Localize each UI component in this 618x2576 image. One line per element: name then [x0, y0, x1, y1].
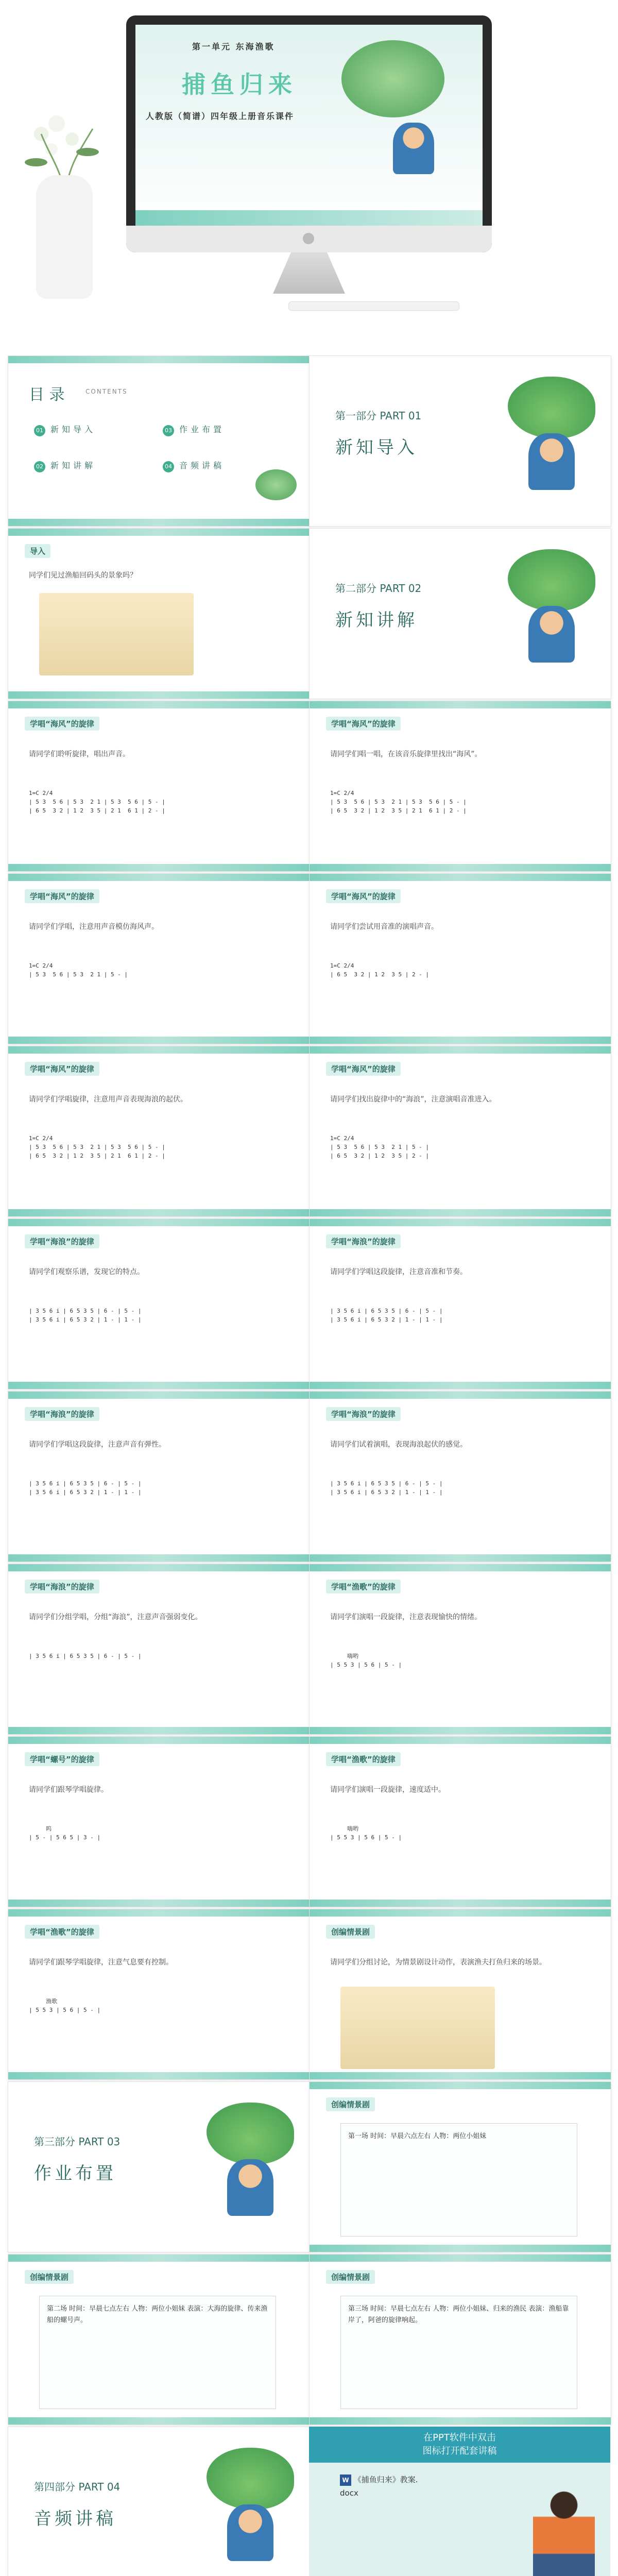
- slide-top-band: [8, 1737, 310, 1744]
- slide-title: 学唱“海风”的旋律: [326, 889, 401, 903]
- slide-part-3: [8, 2081, 310, 2252]
- slide-wave-5: [8, 1564, 310, 1735]
- slide-bottom-band: [8, 1554, 310, 1562]
- slide-song-1: [309, 1564, 611, 1735]
- cover-title: 捕鱼归来: [182, 71, 297, 98]
- slide-title: 学唱“海浪”的旋律: [326, 1234, 401, 1248]
- slide-bottom-band: [310, 2245, 611, 2252]
- cover-footer-band: [135, 210, 483, 226]
- score-image: 1=C 2/4 | 5 3 5 6 | 5 3 2 1 | 5 - | | 6 5 3 2 | 1 2 3 5 | 2 - |: [330, 1135, 430, 1159]
- slide-top-band: [310, 1909, 611, 1917]
- slide-title: 学唱“海浪”的旋律: [25, 1580, 99, 1594]
- part-label: 第二部分 PART 02: [335, 582, 422, 595]
- monitor-chin: [126, 226, 492, 252]
- slide-bottom-band: [8, 1727, 310, 1734]
- slide-top-band: [8, 1564, 310, 1571]
- slide-wave-2: [309, 1218, 611, 1389]
- slide-drama-4: [309, 2254, 611, 2425]
- slide-bottom-band: [8, 691, 310, 699]
- slide-wave-4: [309, 1391, 611, 1562]
- download-heading: 在PPT软件中双击 图标打开配套讲稿: [309, 2427, 610, 2463]
- slide-song-2: [309, 1736, 611, 1907]
- slide-bottom-band: [310, 1727, 611, 1734]
- slide-top-band: [8, 1909, 310, 1917]
- slide-title: 学唱“海浪”的旋律: [326, 1407, 401, 1421]
- script-box: 第二场 时间：早晨七点左右 人物：两位小姐妹 表演：大海的旋律、传来渔船的螺号声。: [39, 2296, 276, 2409]
- slide-text: 请同学们尝试用音准的演唱声音。: [330, 923, 438, 931]
- slide-bottom-band: [8, 1900, 310, 1907]
- slide-top-band: [8, 2255, 310, 2262]
- slide-bottom-band: [8, 519, 310, 526]
- score-image: 1=C 2/4 | 5 3 5 6 | 5 3 2 1 | 5 - |: [29, 962, 128, 978]
- slide-title: 学唱“海风”的旋律: [25, 717, 99, 731]
- toc-title: 目 录: [29, 386, 65, 404]
- fisher-boy-illustration: [227, 2159, 273, 2216]
- score-image: | 3 5 6 i | 6 5 3 5 | 6 - | 5 - |: [29, 1653, 142, 1659]
- slide-horn: [8, 1736, 310, 1907]
- score-image: 1=C 2/4 | 5 3 5 6 | 5 3 2 1 | 5 3 5 6 | 5 - | | 6 5 3 2 | 1 2 3 5 | 2 1 6 1 | 2 - |: [330, 790, 467, 814]
- slide-top-band: [310, 1564, 611, 1571]
- slide-melody-1: [8, 701, 310, 872]
- slide-part-4: [8, 2427, 310, 2576]
- keyboard: [288, 301, 459, 311]
- part-name: 作业布置: [34, 2163, 116, 2184]
- slide-melody-6: [309, 1046, 611, 1217]
- slide-title: 创编情景剧: [326, 2097, 375, 2111]
- slide-text: 请同学们观察乐谱，发现它的特点。: [29, 1268, 144, 1276]
- slide-melody-5: [8, 1046, 310, 1217]
- fishermen-scene-illustration: [39, 593, 194, 675]
- slide-top-band: [8, 701, 310, 708]
- slide-melody-4: [309, 873, 611, 1044]
- slide-bottom-band: [310, 1382, 611, 1389]
- slide-text: 请同学们分组讨论，为情景剧设计动作，表演渔夫打鱼归来的场景。: [330, 1958, 546, 1967]
- lotus-leaf-illustration: [508, 549, 595, 611]
- slide-toc: [8, 355, 310, 527]
- presenter-illustration: [533, 2488, 595, 2576]
- lotus-leaf-illustration: [508, 377, 595, 438]
- slide-text: 请同学们跟琴学唱旋律，注意气息要有控制。: [29, 1958, 173, 1967]
- slide-top-band: [310, 874, 611, 881]
- slide-bottom-band: [8, 2417, 310, 2425]
- slide-title: 学唱“渔歌”的旋律: [326, 1580, 401, 1594]
- slide-bottom-band: [8, 1382, 310, 1389]
- slide-text: 请同学们跟琴学唱旋律。: [29, 1786, 108, 1794]
- slide-drama-1: [309, 1909, 611, 2080]
- slide-top-band: [310, 701, 611, 708]
- score-image: 1=C 2/4 | 6 5 3 2 | 1 2 3 5 | 2 - |: [330, 962, 430, 978]
- slide-top-band: [8, 874, 310, 881]
- toc-item-3[interactable]: 03 作业布置: [163, 423, 225, 436]
- slide-title: 学唱“海风”的旋律: [326, 1062, 401, 1076]
- slide-title: 学唱“海浪”的旋律: [25, 1234, 99, 1248]
- part-name: 新知导入: [335, 437, 418, 458]
- slide-title: 学唱“螺号”的旋律: [25, 1752, 99, 1766]
- slide-title: 学唱“海浪”的旋律: [25, 1407, 99, 1421]
- toc-item-4[interactable]: 04 音频讲稿: [163, 459, 225, 472]
- slide-part-2: [309, 528, 611, 699]
- fisher-boy-illustration: [227, 2504, 273, 2561]
- slide-bottom-band: [8, 2072, 310, 2079]
- slide-bottom-band: [8, 1209, 310, 1216]
- score-image: 呜 | 5 - | 5 6 5 | 3 - |: [29, 1825, 101, 1841]
- score-image: 嗨哟 | 5 5 3 | 5 6 | 5 - |: [330, 1825, 402, 1841]
- slide-text: 请同学们学唱这段旋律，注意音准和节奏。: [330, 1268, 467, 1276]
- score-image: | 3 5 6 i | 6 5 3 5 | 6 - | 5 - | | 3 5 6 i | 6 5 3 2 | 1 - | 1 - |: [29, 1308, 142, 1323]
- slide-drama-2: [309, 2081, 611, 2252]
- slide-bottom-band: [310, 2417, 611, 2425]
- slide-top-band: [8, 1046, 310, 1054]
- fisher-boy-illustration: [528, 606, 575, 663]
- slide-title: 学唱“渔歌”的旋律: [326, 1752, 401, 1766]
- score-image: 渔歌 | 5 5 3 | 5 6 | 5 - |: [29, 1998, 101, 2013]
- score-image: 1=C 2/4 | 5 3 5 6 | 5 3 2 1 | 5 3 5 6 | 5 - | | 6 5 3 2 | 1 2 3 5 | 2 1 6 1 | 2 - |: [29, 790, 165, 814]
- cover-slide: [135, 25, 483, 226]
- score-image: | 3 5 6 i | 6 5 3 5 | 6 - | 5 - | | 3 5 6 i | 6 5 3 2 | 1 - | 1 - |: [330, 1308, 443, 1323]
- apple-logo-icon: [303, 233, 314, 244]
- download-panel: [309, 2427, 610, 2576]
- cover-unit: 第一单元 东海渔歌: [192, 42, 275, 52]
- fisher-boy-illustration: [393, 123, 434, 174]
- slide-bottom-band: [310, 2072, 611, 2079]
- toc-subtitle: CONTENTS: [85, 388, 128, 395]
- slide-bottom-band: [310, 864, 611, 871]
- part-label: 第四部分 PART 04: [34, 2481, 121, 2493]
- doc-file-link[interactable]: [340, 2473, 418, 2500]
- doc-file-name: 《捕鱼归来》教案.: [353, 2475, 418, 2484]
- slide-top-band: [310, 2255, 611, 2262]
- slide-top-band: [310, 1046, 611, 1054]
- slide-text: 请同学们学唱旋律，注意用声音表现海浪的起伏。: [29, 1095, 187, 1104]
- slide-title: 创编情景剧: [326, 1925, 375, 1939]
- slide-text: 同学们见过渔船回码头的景象吗？: [29, 571, 137, 580]
- score-image: | 3 5 6 i | 6 5 3 5 | 6 - | 5 - | | 3 5 6 i | 6 5 3 2 | 1 - | 1 - |: [29, 1480, 142, 1496]
- part-name: 新知讲解: [335, 610, 418, 631]
- slide-title: 学唱“海风”的旋律: [25, 889, 99, 903]
- script-box: 第一场 时间：早晨六点左右 人物：两位小姐妹: [340, 2123, 577, 2236]
- score-image: 1=C 2/4 | 5 3 5 6 | 5 3 2 1 | 5 3 5 6 | 5 - | | 6 5 3 2 | 1 2 3 5 | 2 1 6 1 | 2 - |: [29, 1135, 165, 1159]
- score-image: | 3 5 6 i | 6 5 3 5 | 6 - | 5 - | | 3 5 6 i | 6 5 3 2 | 1 - | 1 - |: [330, 1480, 443, 1496]
- slide-top-band: [310, 1737, 611, 1744]
- slide-title: 创编情景剧: [25, 2270, 74, 2284]
- slide-top-band: [8, 1219, 310, 1226]
- slide-melody-3: [8, 873, 310, 1044]
- part-name: 音频讲稿: [34, 2509, 116, 2529]
- toc-item-1[interactable]: 01 新知导入: [34, 423, 96, 436]
- slide-text: 请同学们唱一唱，在该音乐旋律里找出“海风”。: [330, 750, 482, 758]
- slide-title: 学唱“海风”的旋律: [25, 1062, 99, 1076]
- slide-top-band: [310, 1392, 611, 1399]
- slide-text: 请同学们找出旋律中的“海浪”，注意演唱音准进入。: [330, 1095, 496, 1104]
- slide-text: 请同学们试着演唱，表现海浪起伏的感觉。: [330, 1440, 467, 1449]
- slide-melody-2: [309, 701, 611, 872]
- slide-title: 学唱“渔歌”的旋律: [25, 1925, 99, 1939]
- slide-bottom-band: [8, 1037, 310, 1044]
- slide-drama-3: [8, 2254, 310, 2425]
- slide-title: 导入: [25, 544, 50, 558]
- slide-bottom-band: [8, 864, 310, 871]
- slide-bottom-band: [310, 1554, 611, 1562]
- slide-text: 请同学们分组学唱，分组“海浪”，注意声音强弱变化。: [29, 1613, 202, 1621]
- vase: [36, 175, 93, 299]
- slide-top-band: [310, 1219, 611, 1226]
- slide-bottom-band: [310, 1900, 611, 1907]
- slide-bottom-band: [310, 1209, 611, 1216]
- fisher-boy-illustration: [528, 433, 575, 490]
- word-doc-icon[interactable]: W: [340, 2475, 351, 2486]
- slide-wave-1: [8, 1218, 310, 1389]
- slide-top-band: [310, 2082, 611, 2089]
- slide-text: 请同学们学唱这段旋律，注意声音有弹性。: [29, 1440, 166, 1449]
- slide-title: 创编情景剧: [326, 2270, 375, 2284]
- slide-top-band: [8, 529, 310, 536]
- slide-top-band: [8, 1392, 310, 1399]
- slide-text: 请同学们演唱一段旋律，注意表现愉快的情绪。: [330, 1613, 482, 1621]
- slide-song-3: [8, 1909, 310, 2080]
- slide-text: 请同学们演唱一段旋律，速度适中。: [330, 1786, 445, 1794]
- monitor-stand: [273, 252, 345, 294]
- slide-bottom-band: [310, 1037, 611, 1044]
- slide-intro: [8, 528, 310, 699]
- doc-file-ext: docx: [340, 2488, 358, 2498]
- slide-text: 请同学们学唱，注意用声音模仿海风声。: [29, 923, 159, 931]
- script-box: 第三场 时间：早晨七点左右 人物：两位小姐妹、归来的渔民 表演：渔船靠岸了，阿爸的旋律响起。: [340, 2296, 577, 2409]
- cover-subtitle: 人教版（简谱）四年级上册音乐课件: [146, 111, 295, 121]
- part-label: 第一部分 PART 01: [335, 410, 422, 422]
- slide-top-band: [8, 356, 310, 363]
- part-label: 第三部分 PART 03: [34, 2136, 121, 2148]
- lotus-leaf-illustration: [207, 2448, 294, 2510]
- fishermen-scene-illustration: [340, 1987, 495, 2069]
- hero-mockup: [0, 0, 618, 350]
- score-image: 嗨哟 | 5 5 3 | 5 6 | 5 - |: [330, 1653, 402, 1668]
- slide-wave-3: [8, 1391, 310, 1562]
- toc-item-2[interactable]: 02 新知讲解: [34, 459, 96, 472]
- lotus-leaf-illustration: [341, 40, 444, 117]
- leaf-decoration: [255, 469, 297, 500]
- slide-text: 请同学们聆听旋律，唱出声音。: [29, 750, 130, 758]
- slide-title: 学唱“海风”的旋律: [326, 717, 401, 731]
- lotus-leaf-illustration: [207, 2103, 294, 2164]
- slide-part-1: [309, 355, 611, 527]
- monitor: [126, 15, 492, 252]
